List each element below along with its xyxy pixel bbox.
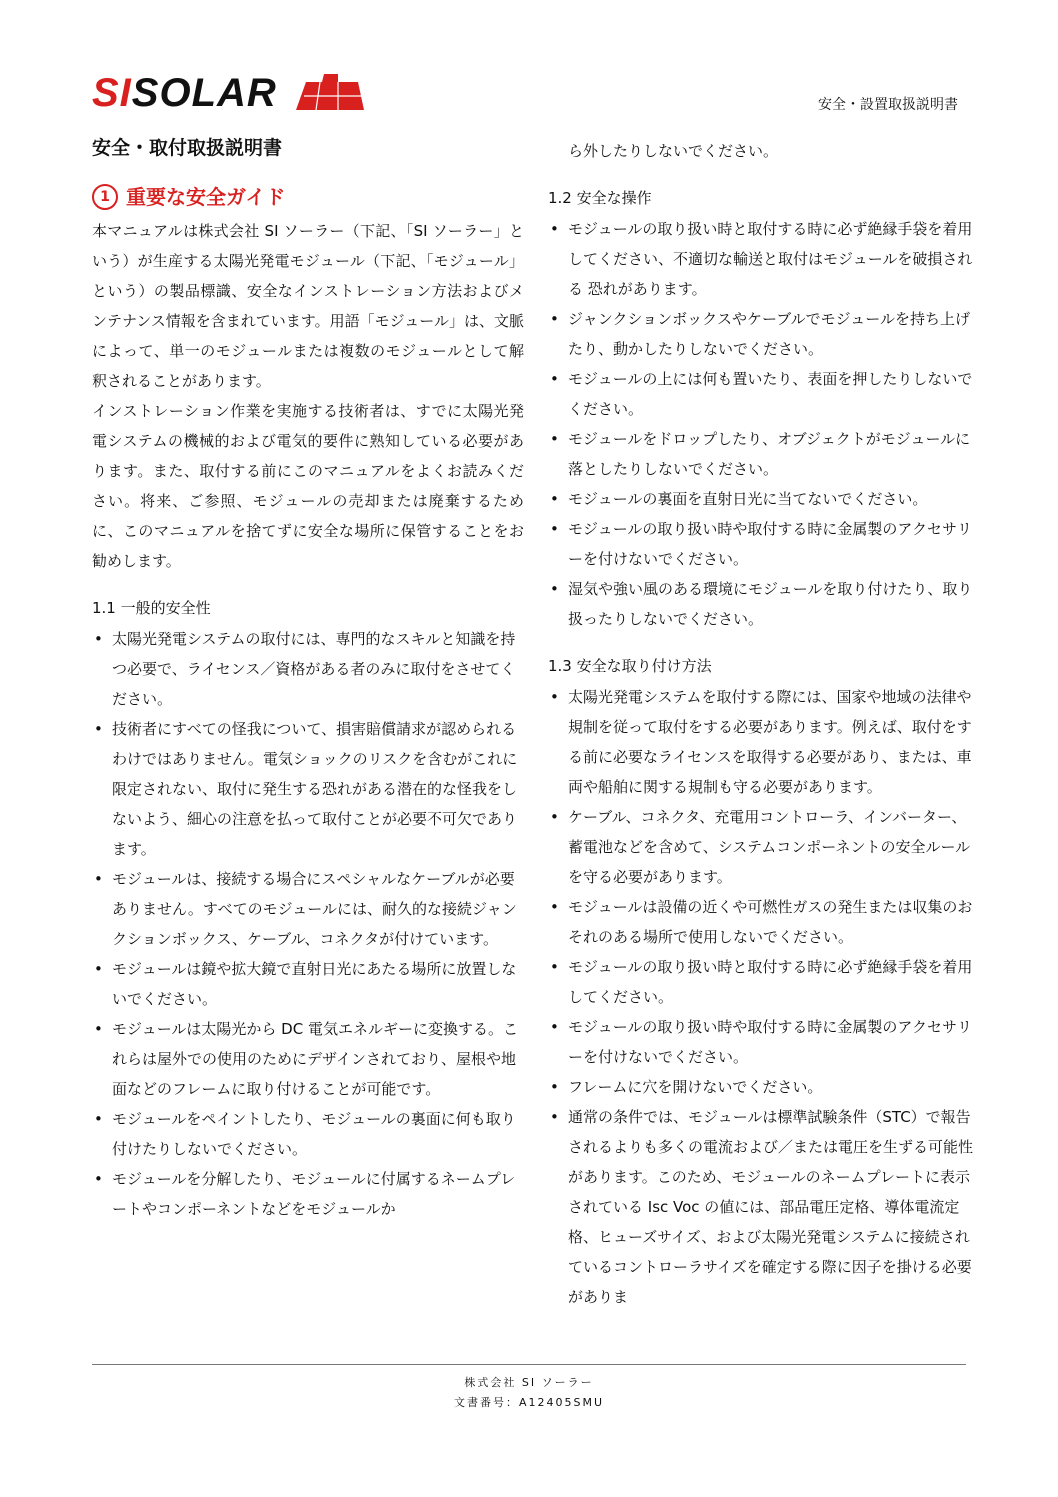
footer-doc-number: 文書番号：A12405SMU [453,1396,605,1409]
general-safety-list [92,624,524,1224]
list-item: • モジュールは、接続する場合にスペシャルなケーブルが必要ありません。すべてのモジュールには、耐久的な接続ジャンクションボックス、ケーブル、コネクタが付けています。 [92,864,524,954]
list-item: • 技術者にすべての怪我について、損害賠償請求が認められるわけではありません。電気ショックのリスクを含むがこれに限定されない、取付に発生する恐れがある潜在的な怪我をしないよう、細心の注意を払って取付ことが必要不可欠であります。 [92,714,524,864]
list-item: • ジャンクションボックスやケーブルでモジュールを持ち上げたり、動かしたりしないでください。 [548,304,978,364]
list-item: • モジュールをドロップしたり、オブジェクトがモジュールに落としたりしないでください。 [548,424,978,484]
logo-si: SI [92,71,132,115]
list-item: • 太陽光発電システムを取付する際には、国家や地域の法律や規制を従って取付をする必要があります。例えば、取付をする前に必要なライセンスを取得する必要があり、または、車両や船舶に関する規制も守る必要があります。 [548,682,978,802]
list-item: • モジュールの取り扱い時や取付する時に金属製のアクセサリーを付けないでください。 [548,514,978,574]
list-item: • モジュールの裏面を直射日光に当てないでください。 [548,484,978,514]
list-item: • モジュールの取り扱い時と取付する時に必ず絶縁手袋を着用してください、不適切な輸送と取付はモジュールを破損される 恐れがあります。 [548,214,978,304]
logo-solar: SOLAR [131,71,277,115]
logo-wordmark [92,72,277,114]
list-item: • 湿気や強い風のある環境にモジュールを取り付けたり、取り扱ったりしないでください。 [548,574,978,634]
section-heading [92,182,524,212]
list-item: • モジュールをペイントしたり、モジュールの裏面に何も取り付けたりしないでください。 [92,1104,524,1164]
list-item: • モジュールは太陽光から DC 電気エネルギーに変換する。これらは屋外での使用のためにデザインされており、屋根や地面などのフレームに取り付けることが可能です。 [92,1014,524,1104]
document-title: 安全・取付取扱説明書 [92,137,283,159]
left-column [92,128,524,1224]
list-item: • 通常の条件では、モジュールは標準試験条件（STC）で報告されるよりも多くの電流および／または電圧を生ずる可能性があります。このため、モジュールのネームプレートに表示されている Isc Voc の値には、部品電圧定格、導体電流定格、ヒューズサイズ、および太陽光発電システムに接続されているコントローラサイズを確定する際に因子を掛ける必要がありま [548,1102,978,1312]
subsection-heading-1-1: 1.1 一般的安全性 [92,599,211,617]
list-item: • 太陽光発電システムの取付には、専門的なスキルと知識を持つ必要で、ライセンス／資格がある者のみに取付をさせてください。 [92,624,524,714]
subsection-heading-1-2: 1.2 安全な操作 [548,189,652,207]
list-item: • フレームに穴を開けないでください。 [548,1072,978,1102]
list-item: • ケーブル、コネクタ、充電用コントローラ、インバーター、蓄電池などを含めて、システムコンポーネントの安全ルールを守る必要があります。 [548,802,978,892]
footer-divider [92,1364,966,1365]
intro-paragraph-2: インストレーション作業を実施する技術者は、すでに太陽光発電システムの機械的および電気的要件に熟知している必要があります。また、取付する前にこのマニュアルをよくお読みください。将来、ご参照、モジュールの売却または廃棄するために、このマニュアルを捨てずに安全な場所に保管することをお勧めします。 [92,402,524,570]
section-title: 重要な安全ガイド [126,185,286,209]
section-number-badge: 1 [92,184,118,210]
list-item-continuation: ら外したりしないでください。 [568,142,779,160]
right-column [548,128,978,1312]
list-item: • モジュールの取り扱い時と取付する時に必ず絶縁手袋を着用してください。 [548,952,978,1012]
intro-paragraph: 本マニュアルは株式会社 SI ソーラー（下記、「SI ソーラー」という）が生産する太陽光発電モジュール（下記、「モジュール」という）の製品標識、安全なインストレーション方法およびメンテナンス情報を含まれています。用語「モジュール」は、文脈によって、単一のモジュールまたは複数のモジュールとして解釈されることがあります。 [92,222,525,390]
list-item: • モジュールを分解したり、モジュールに付属するネームプレートやコンポーネントなどをモジュールか [92,1164,524,1224]
subsection-heading-1-3: 1.3 安全な取り付け方法 [548,657,712,675]
list-item: • モジュールは設備の近くや可燃性ガスの発生または収集のおそれのある場所で使用しないでください。 [548,892,978,952]
footer-company: 株式会社 SI ソーラー [464,1376,594,1389]
company-logo [92,72,367,114]
list-item: • モジュールの取り扱い時や取付する時に金属製のアクセサリーを付けないでください。 [548,1012,978,1072]
header-doc-label: 安全・設置取扱説明書 [818,97,958,113]
list-item: • モジュールは鏡や拡大鏡で直射日光にあたる場所に放置しないでください。 [92,954,524,1014]
safe-installation-list [548,682,978,1312]
safe-operation-list [548,214,978,634]
list-item: • モジュールの上には何も置いたり、表面を押したりしないでください。 [548,364,978,424]
solar-panel-icon [292,74,364,110]
